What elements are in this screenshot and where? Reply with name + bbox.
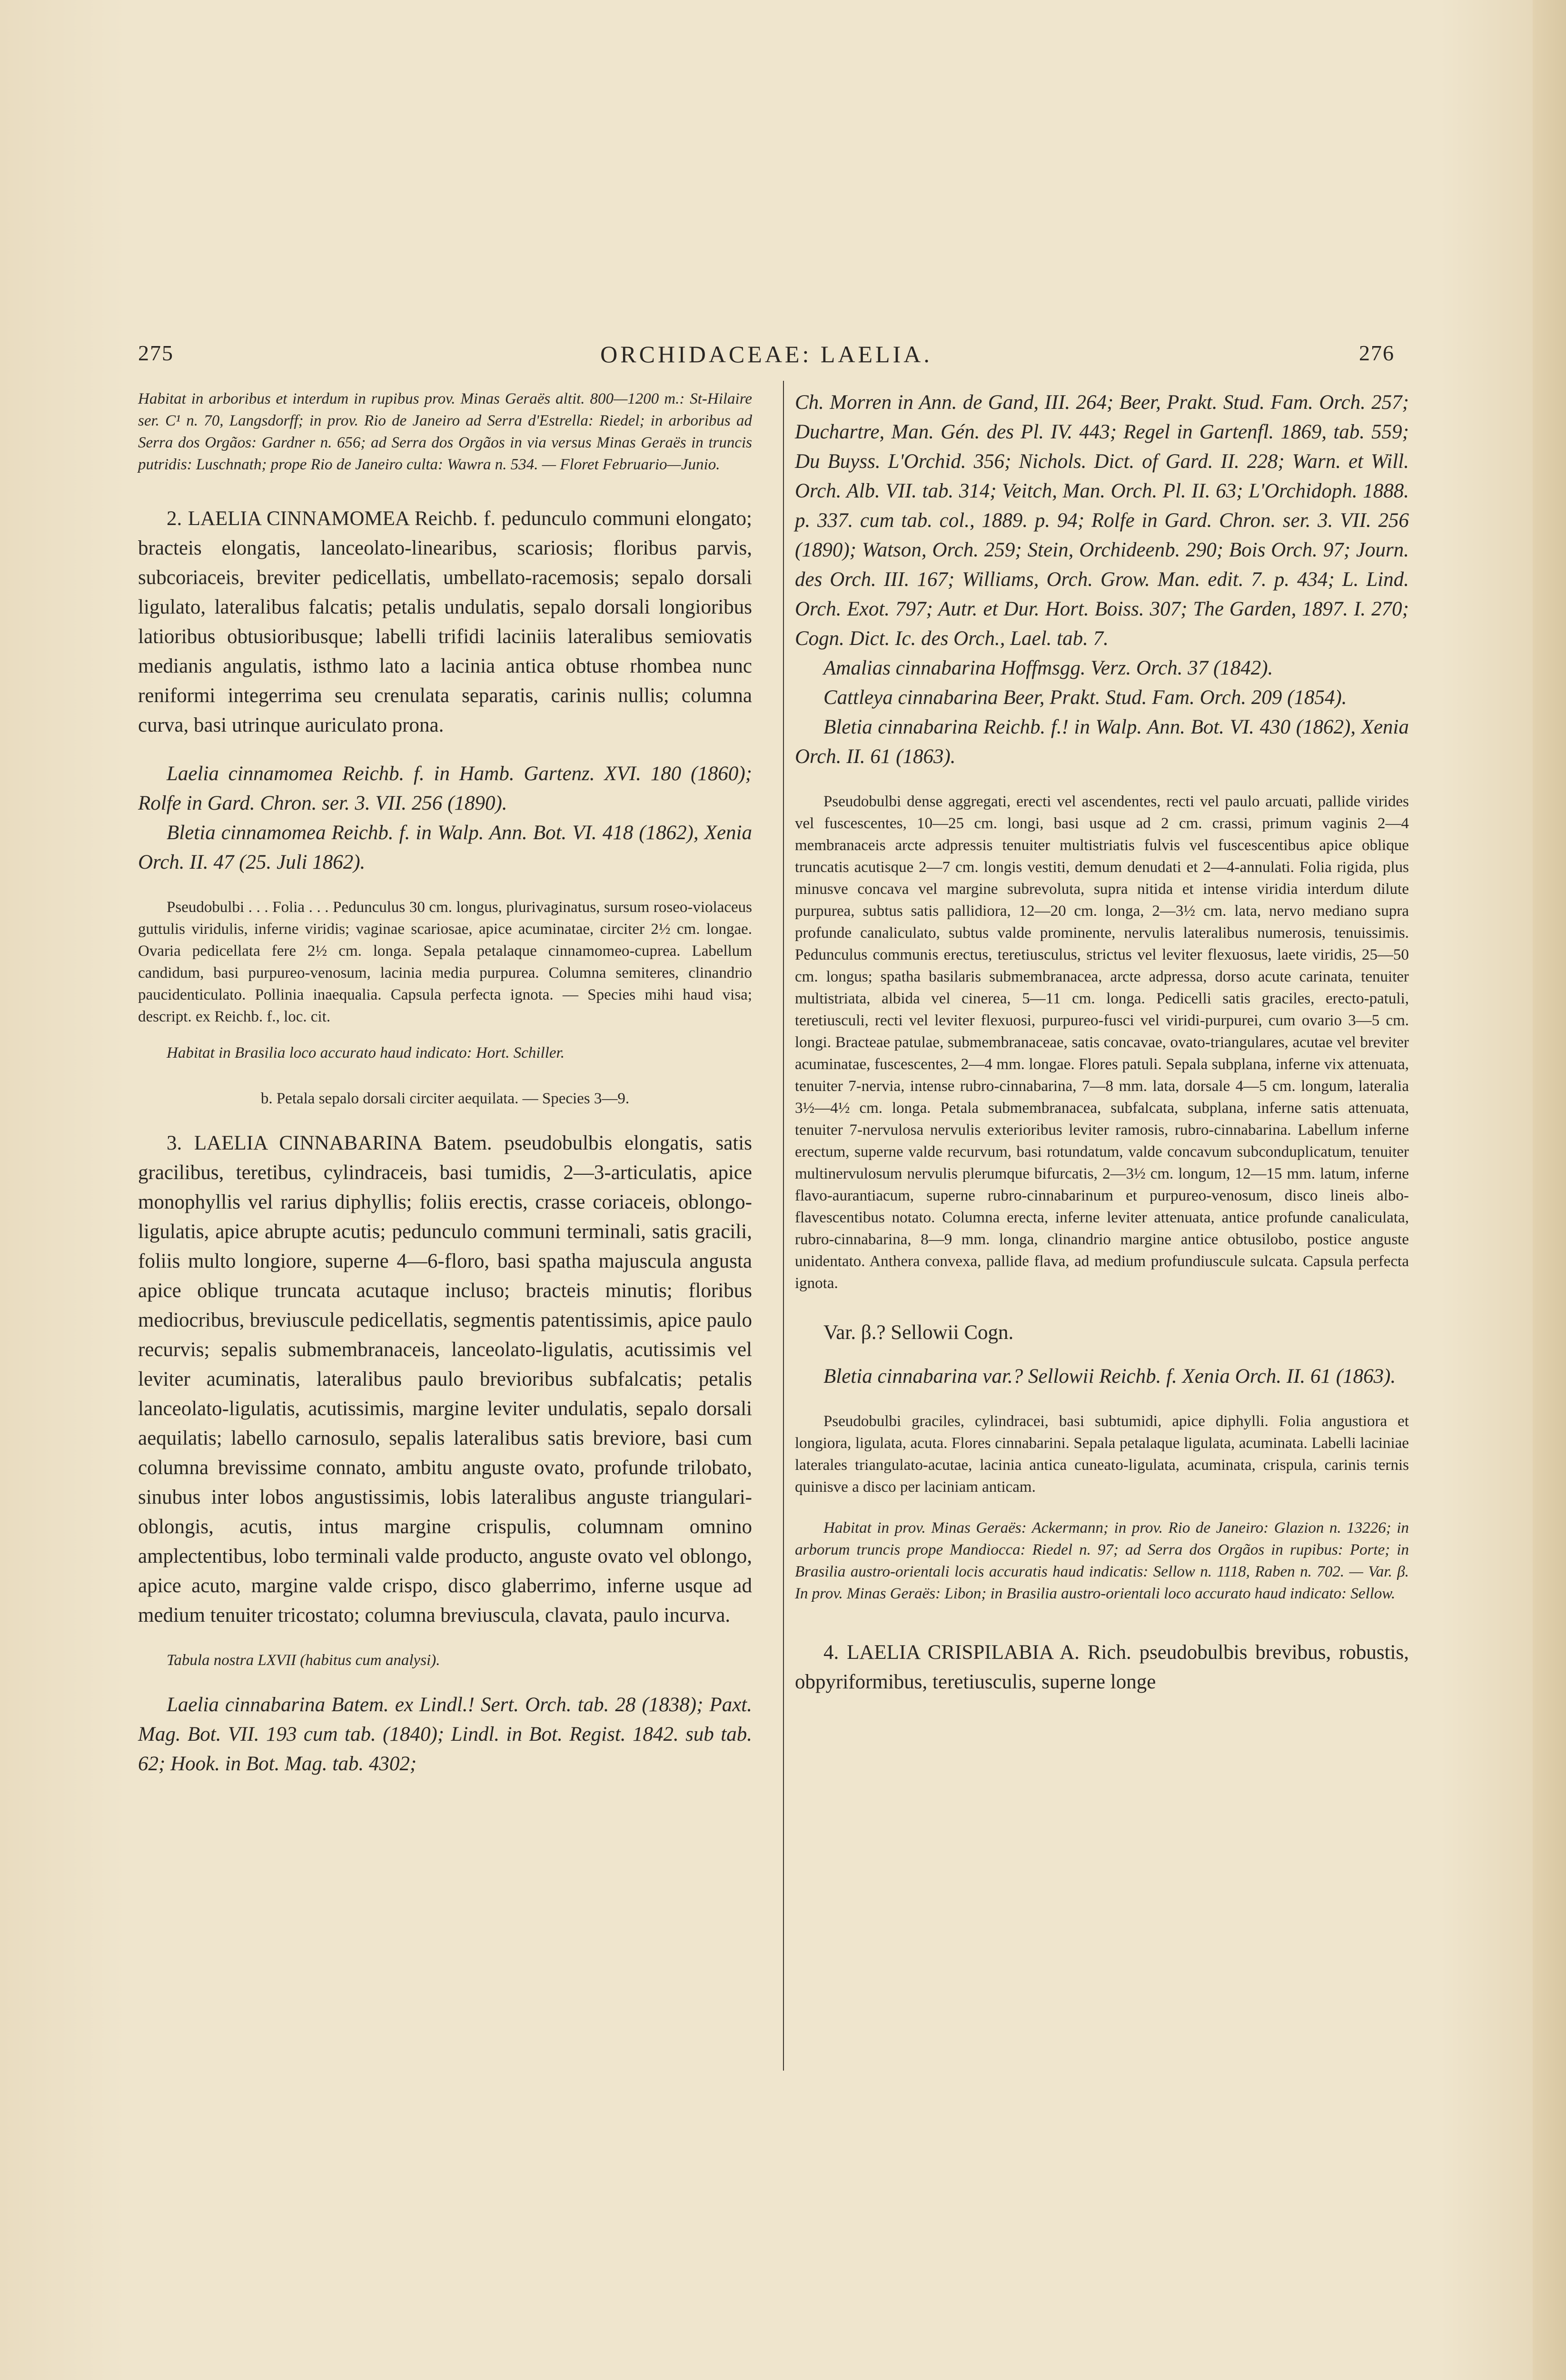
species-3-synonyms: Laelia cinnabarina Batem. ex Lindl.! Sert. Orch. tab. 28 (1838); Paxt. Mag. Bot. VII. 193 cum tab. (1840); Lindl. in Bot. Regist. 1842. sub tab. 62; Hook. in Bot. Mag. tab. 4302; bbox=[138, 1694, 752, 1775]
synonym-bletia: Bletia cinnabarina Reichb. f.! in Walp. Ann. Bot. VI. 430 (1862), Xenia Orch. II. 61 (1863). bbox=[795, 716, 1409, 768]
variety-morphology: Pseudobulbi graciles, cylindracei, basi subtumidi, apice diphylli. Folia angustiora et longiora, ligulata, acuta. Flores cinnabarini. Sepala petalaque ligulata, acuminata. Labelli laciniae laterales triangulato-acutae, lacinia antica cuneato-ligulata, acuminata, crispula, carinis ternis quinisve a disco per laciniam anticam. bbox=[795, 1413, 1409, 1496]
species-2-description: 2. LAELIA CINNAMOMEA Reichb. f. pedunculo communi elongato; bracteis elongatis, lanceolato-linearibus, scariosis; floribus parvis, subcoriaceis, breviter pedicellatis, umbellato-racemosis; sepalo dorsali ligulato, lateralibus falcatis; petalis undulatis, sepalo dorsali longioribus latioribus obtusioribusque; labelli trifidi laciniis lateralibus semiovatis medianis angulatis, isthmo lato a lacinia antica obtuse rhombea nunc reniformi integerrima seu crenulata separatis, carinis nullis; columna curva, basi utrinque auriculato prona. bbox=[138, 507, 752, 736]
species-4-description: 4. LAELIA CRISPILABIA A. Rich. pseudobulbis brevibus, robustis, obpyriformibus, teretiusculis, superne longe bbox=[795, 1641, 1409, 1693]
species-3-description: 3. LAELIA CINNABARINA Batem. pseudobulbis elongatis, satis gracilibus, teretibus, cylindraceis, basi tumidis, 2—3-articulatis, apice monophyllis vel rarius diphyllis; foliis erectis, crasse coriaceis, oblongo-ligulatis, apice abrupte acutis; pedunculo communi terminali, satis gracili, foliis multo longiore, superne 4—6-floro, basi spatha majuscula angusta apice oblique truncata acutaque incluso; bracteis minutis; floribus mediocribus, breviuscule pedicellatis, segmentis patentissimis, apice paulo recurvis; sepalis submembranaceis, lanceolato-ligulatis, acutissimis vel leviter acuminatis, lateralibus paulo brevioribus subfalcatis; petalis lanceolato-ligulatis, acutissimis, margine leviter undulatis, sepalo dorsali aequilatis; labello carnosulo, sepalis lateralibus satis breviore, basi cum columna brevissime connato, ambitu anguste ovato, profunde trilobato, sinubus inter lobos angustissimis, lobis lateralibus anguste triangulari-oblongis, acutis, intus margine crispulis, columnam omnino amplectentibus, lobo terminali valde producto, anguste ovato vel oblongo, apice acuto, margine valde crispo, disco glaberrimo, inferne usque ad medium tenuiter tricostato; columna breviuscula, clavata, paulo incurva. bbox=[138, 1132, 752, 1626]
species-3-morphology: Pseudobulbi dense aggregati, erecti vel ascendentes, recti vel paulo arcuati, pallide virides vel fuscescentes, 10—25 cm. longi, basi usque ad 2 cm. crassi, primum vaginis 2—4 membranaceis arcte adpressis tenuiter multistriatis fulvis vel fuscescentibus apice oblique truncatis acutisque 2—7 cm. longis vestiti, demum denudati et 2—4-annulati. Folia rigida, plus minusve concava vel margine subrevoluta, supra nitida et intense viridia interdum dilute purpurea, subtus satis pallidiora, 12—20 cm. longa, 2—3½ cm. lata, nervo mediano supra profunde canaliculato, subtus valde prominente, nervulis lateralibus numerosis, tenuissimis. Pedunculus communis erectus, teretiusculus, strictus vel leviter flexuosus, laete viridis, 25—50 cm. longus; spatha basilaris submembranacea, arcte adpressa, dorso acute carinata, tenuiter multistriata, albida vel cinerea, 5—11 cm. longa. Pedicelli satis graciles, erecto-patuli, teretiusculi, recti vel leviter flexuosi, purpureo-fusci vel viridi-purpurei, cum ovario 3—5 cm. longi. Bracteae patulae, submembranaceae, satis concavae, ovato-triangulares, acutae vel breviter acuminatae, fuscescentes, 2—4 mm. longae. Flores patuli. Sepala subplana, inferne vix attenuata, tenuiter 7-nervia, intense rubro-cinnabarina, 7—8 mm. lata, dorsale 4—5 cm. longum, lateralia 3½—4½ cm. longa. Petala submembranacea, subfalcata, subplana, inferne satis attenuata, tenuiter 7-nervulosa nervulis exterioribus leviter ramosis, rubro-cinnabarina. Labellum inferne erectum, superne valde recurvum, basi rotundatum, valde concavum subconduplicatum, tenuiter multinervulosum nervulis plerumque bifurcatis, 2—3½ cm. longum, 12—15 mm. latum, inferne flavo-aurantiacum, superne rubro-cinnabarinum et purpureo-venosum, disco lineis albo-flavescentibus notato. Columna erecta, inferne leviter attenuata, antice profunde canaliculata, rubro-cinnabarina, 8—9 mm. longa, clinandrio margine antice obtusilobo, postice anguste unidentato. Anthera convexa, pallide flava, ad medium profundiuscule sulcata. Capsula perfecta ignota. bbox=[795, 793, 1409, 1292]
habitat-species-1: Habitat in arboribus et interdum in rupibus prov. Minas Geraës altit. 800—1200 m.: St-Hilaire ser. C¹ n. 70, Langsdorff; in prov. Rio de Janeiro ad Serra d'Estrella: Riedel; in arboribus ad Serra dos Orgãos: Gardner n. 656; ad Serra dos Orgãos in via versus Minas Geraës in truncis putridis: Luschnath; prope Rio de Janeiro culta: Wawra n. 534. — Floret Februario—Junio. bbox=[138, 390, 752, 473]
left-column bbox=[138, 388, 752, 1779]
variety-synonym: Bletia cinnabarina var.? Sellowii Reichb. f. Xenia Orch. II. 61 (1863). bbox=[823, 1365, 1396, 1388]
species-2-morphology: Pseudobulbi . . . Folia . . . Pedunculus 30 cm. longus, plurivaginatus, sursum roseo-violaceus guttulis viridulis, inferne viridis; vaginae scariosae, apice acuminatae, circiter 2½ cm. longae. Ovaria pedicellata fere 2½ cm. longa. Sepala petalaque cinnamomeo-cuprea. Labellum candidum, basi purpureo-venosum, lacinia media purpurea. Columna semiteres, clinandrio paucidenticulato. Pollinia inaequalia. Capsula perfecta ignota. — Species mihi haud visa; descript. ex Reichb. f., loc. cit. bbox=[138, 899, 752, 1025]
column-divider bbox=[783, 381, 784, 2071]
species-3-references-continued: Ch. Morren in Ann. de Gand, III. 264; Beer, Prakt. Stud. Fam. Orch. 257; Duchartre, Man. Gén. des Pl. IV. 443; Regel in Gartenfl. 1869, tab. 559; Du Buyss. L'Orchid. 356; Nichols. Dict. of Gard. II. 228; Warn. et Will. Orch. Alb. VII. tab. 314; Veitch, Man. Orch. Pl. II. 63; L'Orchidoph. 1888. p. 337. cum tab. col., 1889. p. 94; Rolfe in Gard. Chron. ser. 3. VII. 256 (1890); Watson, Orch. 259; Stein, Orchideenb. 290; Bois Orch. 97; Journ. des Orch. III. 167; Williams, Orch. Grow. Man. edit. 7. p. 434; L. Lind. Orch. Exot. 797; Autr. et Dur. Hort. Boiss. 307; The Garden, 1897. I. 270; Cogn. Dict. Ic. des Orch., Lael. tab. 7. bbox=[795, 391, 1409, 650]
species-2-synonym-1: Laelia cinnamomea Reichb. f. in Hamb. Gartenz. XVI. 180 (1860); Rolfe in Gard. Chron. ser. 3. VII. 256 (1890). bbox=[138, 763, 752, 814]
plate-reference: Tabula nostra LXVII (habitus cum analysi). bbox=[167, 1652, 440, 1669]
right-column bbox=[795, 388, 1409, 1697]
species-2-synonym-2: Bletia cinnamomea Reichb. f. in Walp. Ann. Bot. VI. 418 (1862), Xenia Orch. II. 47 (25. Juli 1862). bbox=[138, 822, 752, 873]
page-number-right: 276 bbox=[1359, 341, 1395, 365]
page-gutter bbox=[1533, 0, 1566, 2380]
running-header bbox=[138, 340, 1395, 369]
running-title: ORCHIDACEAE: LAELIA. bbox=[600, 341, 932, 367]
key-b: b. Petala sepalo dorsali circiter aequilata. — Species 3—9. bbox=[260, 1090, 630, 1107]
variety-heading: Var. β.? Sellowii Cogn. bbox=[823, 1321, 1014, 1344]
species-2-habitat: Habitat in Brasilia loco accurato haud indicato: Hort. Schiller. bbox=[167, 1044, 565, 1061]
species-3-habitat: Habitat in prov. Minas Geraës: Ackermann; in prov. Rio de Janeiro: Glazion n. 13226; in arborum truncis prope Mandiocca: Riedel n. 97; ad Serra dos Orgãos in rupibus: Porte; in Brasilia austro-orientali locis accuratis haud indicatis: Sellow n. 1118, Raben n. 702. — Var. β. In prov. Minas Geraës: Libon; in Brasilia austro-orientali loco accurato haud indicato: Sellow. bbox=[795, 1519, 1409, 1602]
synonym-cattleya: Cattleya cinnabarina Beer, Prakt. Stud. Fam. Orch. 209 (1854). bbox=[823, 686, 1347, 709]
page-number-left: 275 bbox=[138, 341, 174, 365]
synonym-amalias: Amalias cinnabarina Hoffmsgg. Verz. Orch. 37 (1842). bbox=[823, 657, 1273, 679]
